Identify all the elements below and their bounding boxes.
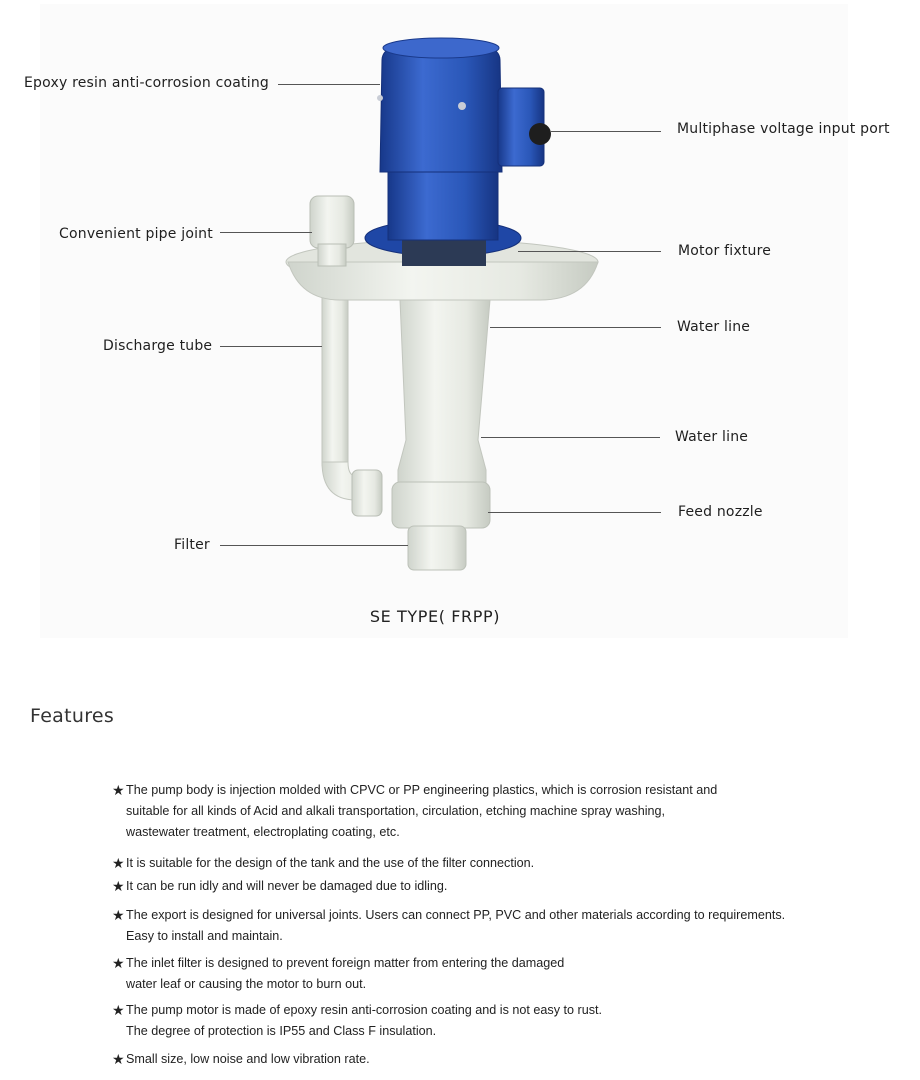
star-icon: ★ [112, 907, 125, 923]
star-icon: ★ [112, 1002, 125, 1018]
features-heading: Features [30, 705, 115, 727]
feature-line: Small size, low noise and low vibration rate. [126, 1052, 370, 1066]
figure-caption: SE TYPE( FRPP) [369, 607, 501, 626]
star-icon: ★ [112, 955, 125, 971]
motor-base-shape [402, 238, 486, 266]
feature-item-7 [112, 1049, 370, 1070]
star-icon: ★ [112, 782, 125, 798]
leader-water-line-1 [490, 327, 661, 328]
leader-feed-nozzle [488, 512, 661, 513]
star-icon: ★ [112, 1051, 125, 1067]
feature-item-5 [112, 953, 564, 995]
leader-multiphase [551, 131, 661, 132]
voltage-port-shape [529, 123, 551, 145]
callout-water-line-2: Water line [675, 429, 749, 445]
feature-line: It can be run idly and will never be damaged due to idling. [126, 879, 448, 893]
feature-line: The pump motor is made of epoxy resin anti-corrosion coating and is not easy to rust. [126, 1003, 602, 1017]
filter-shape [408, 526, 466, 570]
star-icon: ★ [112, 855, 125, 871]
callout-filter: Filter [174, 537, 210, 553]
leader-motor-fixture [518, 251, 661, 252]
feature-item-6 [112, 1000, 602, 1042]
feature-line: The inlet filter is designed to prevent foreign matter from entering the damaged [126, 956, 565, 970]
motor-cap-shape [383, 38, 499, 58]
feature-line: water leaf or causing the motor to burn out. [126, 977, 367, 991]
callout-feed-nozzle: Feed nozzle [678, 504, 763, 520]
feature-item-2 [112, 853, 534, 874]
plate-skirt-shape [288, 262, 598, 300]
star-icon: ★ [112, 878, 125, 894]
leader-filter [220, 545, 408, 546]
callout-multiphase: Multiphase voltage input port [677, 121, 890, 137]
callout-epoxy: Epoxy resin anti-corrosion coating [24, 75, 269, 91]
motor-lower-shape [388, 170, 498, 240]
leader-pipe-joint [220, 232, 312, 233]
elbow-union-shape [352, 470, 382, 516]
feature-line: suitable for all kinds of Acid and alkali transportation, circulation, etching machine spray washing, [126, 804, 666, 818]
leader-discharge-tube [220, 346, 322, 347]
callout-motor-fixture: Motor fixture [678, 243, 772, 259]
feature-line: The pump body is injection molded with CPVC or PP engineering plastics, which is corrosion resistant and [126, 783, 718, 797]
bolt-2-shape [377, 95, 383, 101]
feature-line: The degree of protection is IP55 and Class F insulation. [126, 1024, 437, 1038]
feed-nozzle-shape [392, 482, 490, 528]
feature-item-4 [112, 905, 785, 947]
motor-upper-shape [380, 40, 502, 172]
leader-epoxy [278, 84, 380, 85]
callout-water-line-1: Water line [677, 319, 751, 335]
callout-discharge-tube: Discharge tube [103, 338, 213, 354]
discharge-tube-shape [322, 285, 348, 470]
leader-water-line-2 [481, 437, 660, 438]
feature-item-1 [112, 780, 717, 843]
feature-line: The export is designed for universal joints. Users can connect PP, PVC and other materials according to requirements. [126, 908, 786, 922]
pipe-joint-shape [310, 196, 354, 248]
feature-item-3 [112, 876, 447, 897]
feature-line: wastewater treatment, electroplating coating, etc. [126, 825, 400, 839]
feature-line: It is suitable for the design of the tank and the use of the filter connection. [126, 856, 535, 870]
callout-pipe-joint: Convenient pipe joint [59, 226, 213, 242]
pipe-joint-stem-shape [318, 244, 346, 266]
bolt-1-shape [458, 102, 466, 110]
feature-line: Easy to install and maintain. [126, 929, 283, 943]
